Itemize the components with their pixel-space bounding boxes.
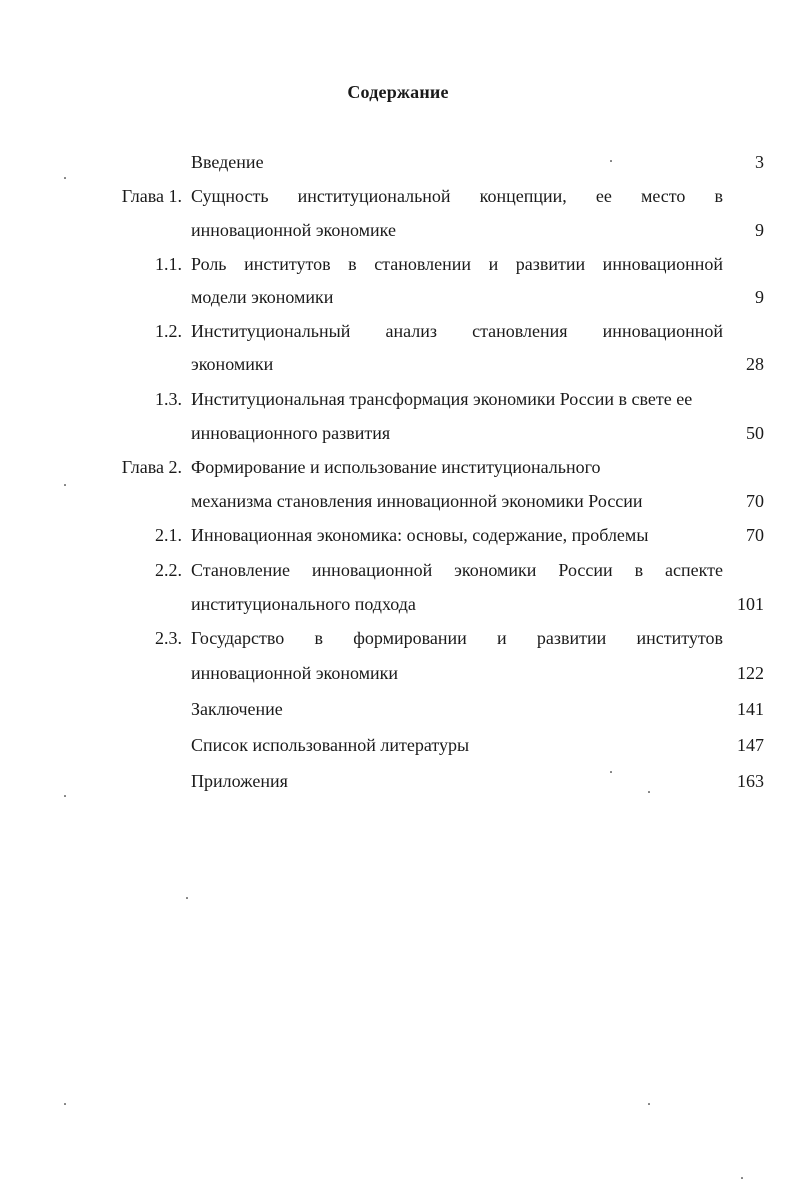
toc-entry-text: Институциональная трансформация экономики России в свете ее (191, 389, 693, 409)
toc-entry-text: Приложения (191, 771, 288, 791)
toc-entry-text: механизма становления инновационной экономики России (191, 491, 643, 511)
scan-speck (64, 1103, 66, 1105)
toc-page-number: 141 (737, 699, 764, 719)
toc-chapter-label: Глава 1. (121, 186, 182, 206)
toc-entry-text: инновационной экономике (191, 220, 396, 240)
toc-section-label: 1.1. (155, 254, 182, 274)
toc-entry-text: Сущность институциональной концепции, ее место в (191, 186, 723, 206)
toc-page-number: 3 (755, 152, 764, 172)
scan-speck (64, 177, 66, 179)
scan-speck (64, 484, 66, 486)
toc-page-number: 101 (737, 594, 764, 614)
scan-speck (610, 160, 612, 162)
scan-speck (648, 791, 650, 793)
scan-speck (610, 771, 612, 773)
scan-speck (64, 795, 66, 797)
toc-section-label: 2.2. (155, 560, 182, 580)
scan-speck (648, 1103, 650, 1105)
toc-section-label: 2.1. (155, 525, 182, 545)
toc-page-number: 147 (737, 735, 764, 755)
toc-chapter-label: Глава 2. (121, 457, 182, 477)
toc-entry-text: Инновационная экономика: основы, содержание, проблемы (191, 525, 649, 545)
toc-page-number: 28 (746, 354, 764, 374)
toc-entry-text: Государство в формировании и развитии институтов (191, 628, 723, 648)
toc-entry-text: институционального подхода (191, 594, 416, 614)
toc-entry-text: Введение (191, 152, 264, 172)
toc-entry-text: Институциональный анализ становления инновационной (191, 321, 723, 341)
toc-entry-text: Роль институтов в становлении и развитии инновационной (191, 254, 723, 274)
toc-section-label: 2.3. (155, 628, 182, 648)
toc-page-number: 122 (737, 663, 764, 683)
toc-entry-text: Становление инновационной экономики России в аспекте (191, 560, 723, 580)
toc-entry-text: инновационного развития (191, 423, 391, 443)
toc-section-label: 1.2. (155, 321, 182, 341)
toc-page-number: 9 (755, 220, 764, 240)
scan-speck (186, 897, 188, 899)
toc-page-number: 70 (746, 525, 764, 545)
scan-speck (741, 1177, 743, 1179)
toc-entry-text: Формирование и использование институционального (191, 457, 601, 477)
toc-entry-text: Заключение (191, 699, 283, 719)
toc-entry-text: экономики (191, 354, 274, 374)
toc-page-number: 9 (755, 287, 764, 307)
toc-entry-text: инновационной экономики (191, 663, 399, 683)
toc-entry-text: модели экономики (191, 287, 334, 307)
toc-page-number: 50 (746, 423, 764, 443)
toc-page-number: 163 (737, 771, 764, 791)
toc-page-number: 70 (746, 491, 764, 511)
toc-section-label: 1.3. (155, 389, 182, 409)
toc-entry-text: Список использованной литературы (191, 735, 470, 755)
page-title: Содержание (347, 82, 449, 102)
